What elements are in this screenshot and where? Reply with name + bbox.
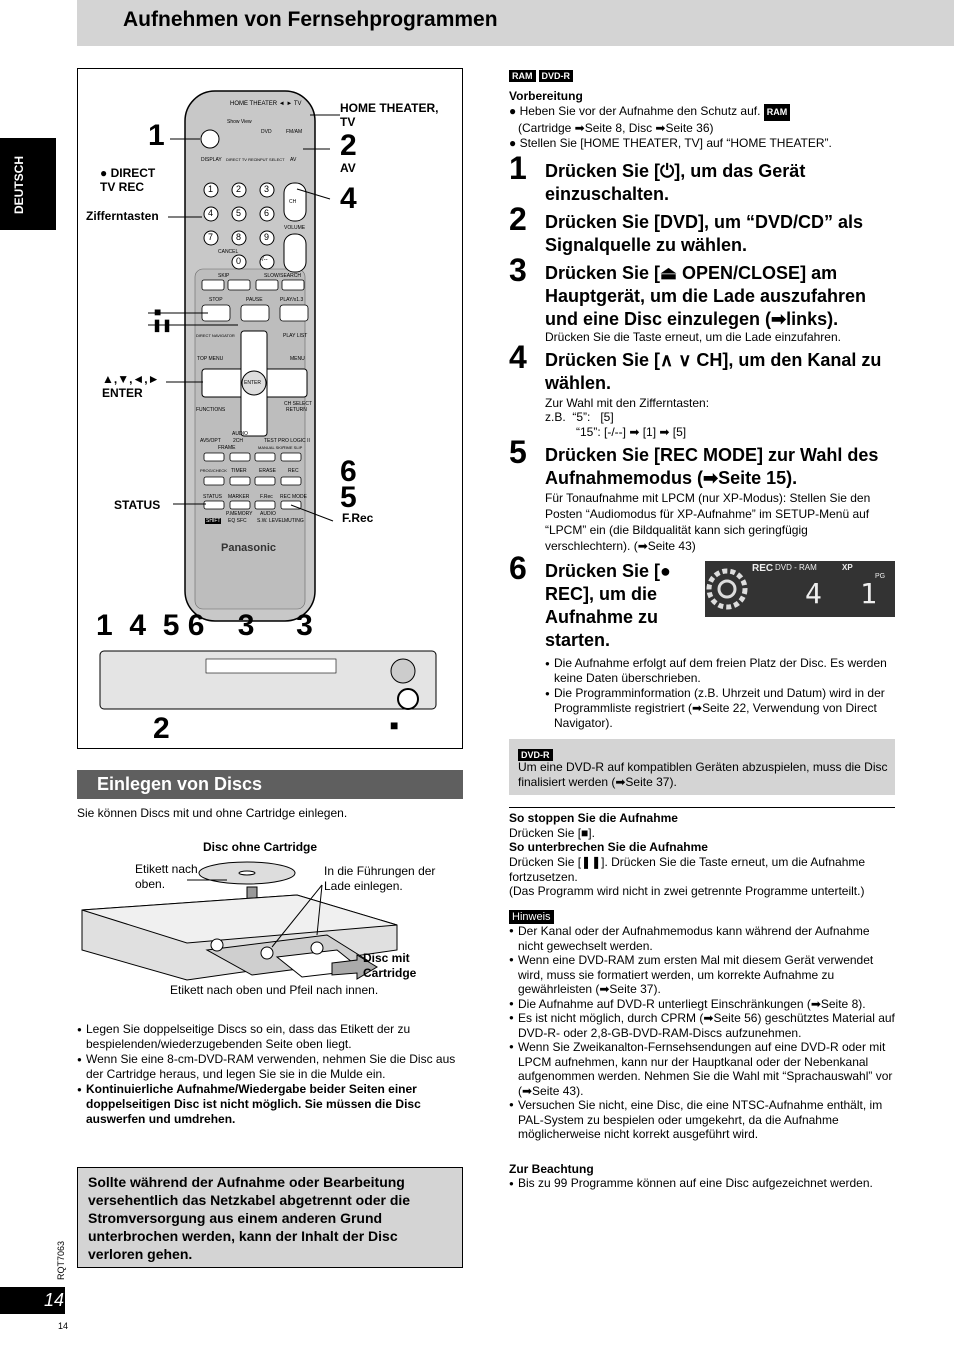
remote-key-2[interactable]: 2 [236,184,242,194]
dvdr-note-text: Um eine DVD-R auf kompatiblen Geräten abzuspielen, muss die Disc finalisiert werden (➡Seite 37). [518,760,888,789]
lcd-rec: REC [752,563,774,574]
step-1-text: Drücken Sie [⏻], um das Gerät einzuschalten. [545,161,806,204]
stop-text: Drücken Sie [■]. [509,826,595,840]
remote-label-shift: SHIFT [206,518,221,524]
media-tags [509,66,576,84]
language-tab-label: DEUTSCH [12,156,26,215]
step-marker-5: 5 [340,481,357,514]
remote-label-test: TEST [264,438,277,444]
remote-label-pro-logic: PRO LOGIC II [278,438,310,444]
step-4-text: Drücken Sie [∧ ∨ CH], um den Kanal zu wählen. [545,350,882,393]
hinweis-list [509,924,897,1142]
callout-direct-tv-rec: ● DIRECT TV REC [100,166,156,194]
remote-label-2ch: 2CH [233,438,244,444]
einlegen-intro: Sie können Discs mit und ohne Cartridge einlegen. [77,806,348,820]
step-2-number: 2 [509,201,527,237]
step-4-number: 4 [509,339,527,375]
remote-figure [77,68,463,749]
step-6-text: Drücken Sie [● REC], um die Aufnahme zu starten. [545,561,671,650]
step-6-bullet: ● Die Aufnahme erfolgt auf dem freien Platz der Disc. Es werden keine Daten überschrieben. [545,656,895,686]
remote-label-status: STATUS [203,494,222,500]
remote-label-input-select: INPUT SELECT [256,157,285,162]
remote-label-return: RETURN [286,407,307,413]
pause-text: Drücken Sie [❚❚]. Drücken Sie die Taste erneut, um die Aufnahme fortzusetzen. [509,855,866,884]
callout-frec: F.Rec [342,511,374,525]
remote-brand-logo: Panasonic [221,542,277,554]
lcd-xp: XP [842,563,853,572]
remote-key-0[interactable]: 0 [236,256,242,266]
remote-label-audio-2: AUDIO [260,511,276,517]
stop-title: So stoppen Sie die Aufnahme [509,811,678,825]
fig-title-disc-ohne: Disc ohne Cartridge [203,840,318,854]
remote-label-sw-level: S.W. LEVEL [257,518,285,524]
tag-dvd-r: DVD-R [539,70,574,82]
remote-label-stop: STOP [209,297,223,303]
step-2-text: Drücken Sie [DVD], um “DVD/CD” als Signalquelle zu wählen. [545,212,864,255]
remote-label-eq-sfc: EQ SFC [228,518,247,524]
remote-label-show-view: Show View [227,119,252,125]
tag-dvd-r-note: DVD-R [518,749,553,761]
label-disc-mit-cartridge: Disc mit Cartridge [363,951,417,980]
remote-label-marker: MARKER [228,494,250,500]
remote-label-time-slip: TIME SLIP [283,445,303,450]
remote-label-functions: FUNCTIONS [196,407,226,413]
remote-label-play: PLAY/x1.3 [280,297,304,303]
hinweis-item: ● Wenn eine DVD-RAM zum ersten Mal mit diesem Gerät verwendet wird, muss sie formatiert werden, um korrekte Aufnahme zu gewährleisten (➡Seite 37). [509,953,897,997]
label-etikett-oben: Etikett nach oben. [135,862,198,891]
step-5-sub: Für Tonaufnahme mit LPCM (nur XP-Modus): Stellen Sie den Posten “Audiomodus für XP-Aufnahme” im SETUP-Menü auf “LPCM” ein (die Bildqualität kann sich geringfügig verschlechtern). (➡Seite 43) [545,491,871,553]
remote-label-av: AV [290,157,297,163]
einlegen-bullet-bold: ● Kontinuierliche Aufnahme/Wiedergabe beider Seiten einer doppelseitigen Disc ist nicht möglich. Sie müssen die Disc auswerfen und umdrehen. [77,1082,463,1127]
remote-label-direct-navigator: DIRECT NAVIGATOR [196,333,235,338]
remote-label-menu: MENU [290,356,305,362]
pause-text-2: (Das Programm wird nicht in zwei getrennte Programme unterteilt.) [509,884,865,898]
vorbereitung-item-1b: (Cartridge ➡Seite 8, Disc ➡Seite 36) [518,121,714,135]
remote-key-8[interactable]: 8 [236,232,242,242]
remote-label-slow-search: SLOW/SEARCH [264,273,301,279]
remote-label-ch-select: CH SELECT [284,401,313,407]
beachtung-item: ● Bis zu 99 Programme können auf eine Disc aufgezeichnet werden. [509,1176,899,1191]
step-3-sub: Drücken Sie die Taste erneut, um die Lade einzufahren. [545,330,841,344]
section-title-einlegen: Einlegen von Discs [97,774,263,794]
remote-label-muting: MUTING [284,518,304,524]
remote-key-dash[interactable]: -/-- [260,257,268,263]
remote-label-timer: TIMER [231,468,247,474]
vorbereitung-item-1: ● Heben Sie vor der Aufnahme den Schutz auf. RAM [509,104,899,121]
einlegen-bullet: ● Legen Sie doppelseitige Discs so ein, dass das Etikett der zu bespielenden/wiederzugebenden Seite oben liegt. [77,1022,463,1052]
step-1-number: 1 [509,150,527,186]
step-marker-2-bottom: 2 [153,712,170,745]
remote-key-3[interactable]: 3 [264,184,270,194]
remote-label-rec: REC [288,468,299,474]
doc-code: RQT7063 [56,1240,66,1280]
callout-home-theater-tv: HOME THEATER, TV [340,101,439,129]
page-number: 14 [44,1290,65,1310]
hinweis-item: ● Versuchen Sie nicht, eine Disc, die eine NTSC-Aufnahme enthält, im PAL-System zu bespielen oder umgekehrt, da die Aufnahme möglicherweise nicht korrekt ausgeführt wird. [509,1098,897,1142]
hinweis-item: ● Der Kanal oder der Aufnahmemodus kann während der Aufnahme nicht gewechselt werden. [509,924,897,953]
callout-pause: ❚❚ [152,318,173,332]
beachtung-list [509,1176,899,1191]
remote-key-4[interactable]: 4 [208,208,214,218]
step-marker-4: 4 [340,182,357,215]
lcd-dvd-ram: DVD - RAM [775,563,817,572]
remote-label-audio: AUDIO [232,431,248,437]
remote-label-av5-opt: AV5/OPT [200,438,221,444]
page-number-small: 14 [58,1321,69,1331]
hinweis-tag-wrap [509,907,557,925]
hinweis-item: ● Es ist nicht möglich, durch CPRM (➡Seite 56) geschütztes Material auf DVD-R- oder 2,8-GB-DVD-RAM-Discs aufzunehmen. [509,1011,897,1040]
step-6-bullets [545,656,895,731]
step-4-example-2: “15”: [-/--] ➡ [1] ➡ [5] [576,425,687,439]
label-etikett-pfeil: Etikett nach oben und Pfeil nach innen. [170,983,379,997]
callout-av: AV [340,161,356,175]
callout-stop: ■ [154,305,162,319]
step-5-text: Drücken Sie [REC MODE] zur Wahl des Aufnahmemodus (➡Seite 15). [545,445,879,488]
remote-key-9[interactable]: 9 [264,232,270,242]
callout-stop-bottom: ■ [390,717,399,733]
player-step-markers: 1 4 5 6 3 3 [96,609,313,642]
remote-label-f-rec: F.Rec [260,494,273,500]
tag-ram: RAM [509,70,536,82]
beachtung-title: Zur Beachtung [509,1162,594,1176]
step-6-bullet: ● Die Programminformation (z.B. Uhrzeit und Datum) wird in der Programmliste registriert (➡Seite 22, Verwendung von Direct Navigator). [545,686,895,731]
remote-label-enter: ENTER [244,380,261,386]
remote-label-direct-tv-rec: DIRECT TV REC [226,157,257,162]
remote-label-home-theater: HOME THEATER ◄ ► TV [230,101,302,107]
vorbereitung-list [509,104,899,151]
remote-label-ch: CH [289,199,297,205]
remote-label-play-list: PLAY LIST [283,333,308,339]
remote-label-frame: FRAME [218,445,236,451]
einlegen-bullet: ● Wenn Sie eine 8-cm-DVD-RAM verwenden, nehmen Sie die Disc aus der Cartridge heraus, und legen Sie sie in die Mulde ein. [77,1052,463,1082]
step-5-number: 5 [509,434,527,470]
remote-label-pause: PAUSE [246,297,263,303]
pause-title: So unterbrechen Sie die Aufnahme [509,840,708,854]
remote-key-6[interactable]: 6 [264,208,270,218]
remote-key-1[interactable]: 1 [208,184,214,194]
remote-key-5[interactable]: 5 [236,208,242,218]
callout-status: STATUS [114,498,161,512]
step-marker-1: 1 [148,119,165,152]
einlegen-bullets [77,1022,463,1127]
remote-label-cancel: CANCEL [218,249,239,255]
step-4-example-1: z.B. “5”: [5] [545,410,614,424]
step-marker-6: 6 [340,455,357,488]
vorbereitung-title: Vorbereitung [509,89,583,103]
remote-label-rec-mode: REC MODE [280,494,307,500]
step-4-sub: Zur Wahl mit den Zifferntasten: [545,396,710,410]
remote-label-manual-skip: MANUAL SKIP [258,445,285,450]
remote-label-dvd: DVD [261,129,272,135]
divider [509,807,895,808]
callout-arrows-enter: ▲,▼,◄,► ENTER [102,372,160,400]
lcd-pg-digit: 1 [860,577,877,610]
step-3-number: 3 [509,252,527,288]
step-3-text: Drücken Sie [⏏ OPEN/CLOSE] am Hauptgerät, um die Lade auszufahren und eine Disc einzulegen (➡links). [545,263,867,329]
vorbereitung-item-2: ● Stellen Sie [HOME THEATER, TV] auf “HOME THEATER”. [509,136,832,150]
remote-label-prog-check: PROG/CHECK [200,468,227,473]
lcd-pg: PG [875,573,886,580]
page-title: Aufnehmen von Fernsehprogrammen [123,8,498,31]
step-marker-2: 2 [340,129,357,162]
hinweis-item: ● Wenn Sie Zweikanalton-Fernsehsendungen auf eine DVD-R oder mit LPCM aufnehmen, kann nur der Hauptkanal oder der Nebenkanal aufgenommen werden. Nehmen Sie die Wahl mit “Sprachauswahl” vor (➡Seite 43). [509,1040,897,1098]
remote-label-top-menu: TOP MENU [197,356,224,362]
step-6-number: 6 [509,550,527,586]
warning-text: Sollte während der Aufnahme oder Bearbeitung versehentlich das Netzkabel abgetrennt oder die Stromversorgung aus einem anderen Grund unterbrochen werden, kann der Inhalt der Disc verloren gehen. [88,1174,411,1262]
label-fuehrungen: In die Führungen der Lade einlegen. [324,864,436,893]
remote-label-erase: ERASE [259,468,276,474]
lcd-display [705,561,895,617]
hinweis-item: ● Die Aufnahme auf DVD-R unterliegt Einschränkungen (➡Seite 8). [509,997,897,1012]
hinweis-tag: Hinweis [509,910,554,924]
lcd-channel-digit: 4 [805,577,822,610]
tag-ram-inline: RAM [764,104,791,121]
remote-label-skip: SKIP [218,273,230,279]
remote-label-fm-am: FM/AM [286,129,303,135]
remote-label-display: DISPLAY [201,157,222,163]
remote-key-7[interactable]: 7 [208,232,214,242]
remote-label-volume: VOLUME [284,225,306,231]
remote-label-p-memory: P.MEMORY [226,511,253,517]
callout-zifferntasten: Zifferntasten [86,209,159,223]
